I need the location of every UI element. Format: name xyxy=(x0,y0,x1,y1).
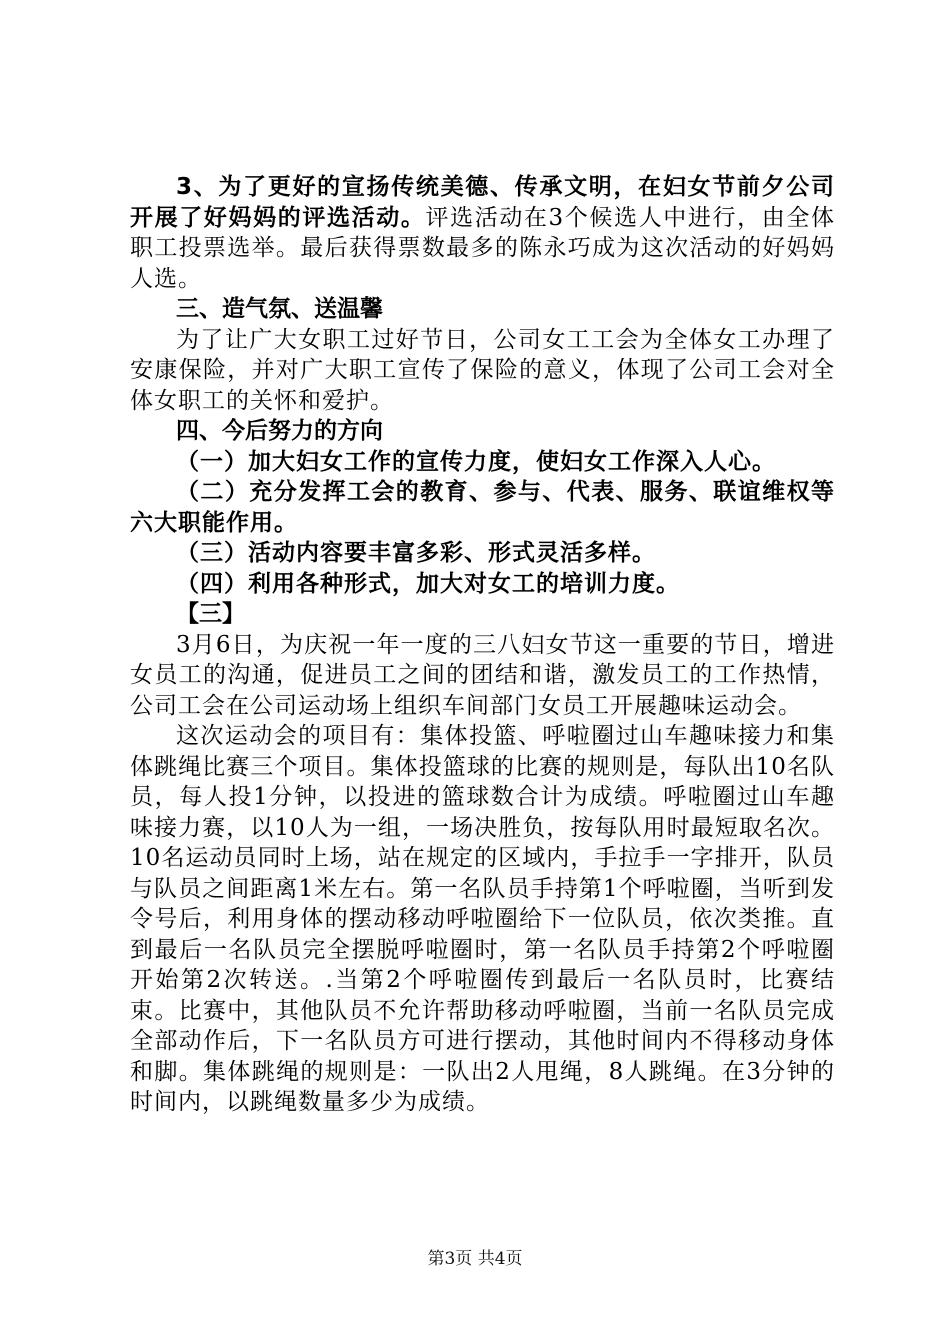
page-footer: 第3页 共4页 xyxy=(427,1249,523,1269)
paragraph-good-mother xyxy=(130,172,835,294)
heading-section-three: 三、造气氛、送温馨 xyxy=(176,296,383,322)
list-item-four: （四）利用各种形式，加大对女工的培训力度。 xyxy=(176,570,680,597)
paragraph-insurance: 为了让广大女职工过好节日，公司女工工会为全体女工办理了安康保险，并对广大职工宣传了保险的意义，体现了公司工会对全体女职工的关怀和爱护。 xyxy=(130,326,835,414)
list-item-three: （三）活动内容要丰富多彩、形式灵活多样。 xyxy=(176,540,656,566)
heading-section-four: 四、今后努力的方向 xyxy=(176,418,383,444)
section-mark: 【三】 xyxy=(176,601,245,627)
paragraph-sports-meeting: 3月6日，为庆祝一年一度的三八妇女节这一重要的节日，增进女员工的沟通，促进员工之间的团结和谐，激发员工的工作热情，公司工会在公司运动场上组织车间部门女员工开展趣味运动会。 xyxy=(130,631,835,719)
list-item-two: （二）充分发挥工会的教育、参与、代表、服务、联谊维权等六大职能作用。 xyxy=(130,479,835,536)
document-body xyxy=(130,172,835,1118)
paragraph-rules: 这次运动会的项目有：集体投篮、呼啦圈过山车趣味接力和集体跳绳比赛三个项目。集体投篮球的比赛的规则是，每队出10名队员，每人投1分钟，以投进的篮球数合计为成绩。呼啦圈过山车趣味接力赛，以10人为一组，一场决胜负，按每队用时最短取名次。10名运动员同时上场，站在规定的区域内，手拉手一字排开，队员与队员之间距离1米左右。第一名队员手持第1个呼啦圈，当听到发令号后，利用身体的摆动移动呼啦圈给下一位队员，依次类推。直到最后一名队员完全摆脱呼啦圈时，第一名队员手持第2个呼啦圈开始第2次转送。.当第2个呼啦圈传到最后一名队员时，比赛结束。比赛中，其他队员不允许帮助移动呼啦圈，当前一名队员完成全部动作后，下一名队员方可进行摆动，其他时间内不得移动身体和脚。集体跳绳的规则是：一队出2人甩绳，8人跳绳。在3分钟的时间内，以跳绳数量多少为成绩。 xyxy=(130,723,835,1115)
paragraph-good-mother-rest: 评选活动在3个候选人中进行，由全体职工投票选举。最后获得票数最多的陈永巧成为这次活动的好妈妈人选。 xyxy=(130,204,836,292)
paragraph-good-mother-lead: 3、为了更好的宣扬传统美德、传承文明，在妇女节前夕公司开展了好妈妈的评选活动。 xyxy=(130,174,835,231)
list-item-one: （一）加大妇女工作的宣传力度，使妇女工作深入人心。 xyxy=(176,448,776,475)
